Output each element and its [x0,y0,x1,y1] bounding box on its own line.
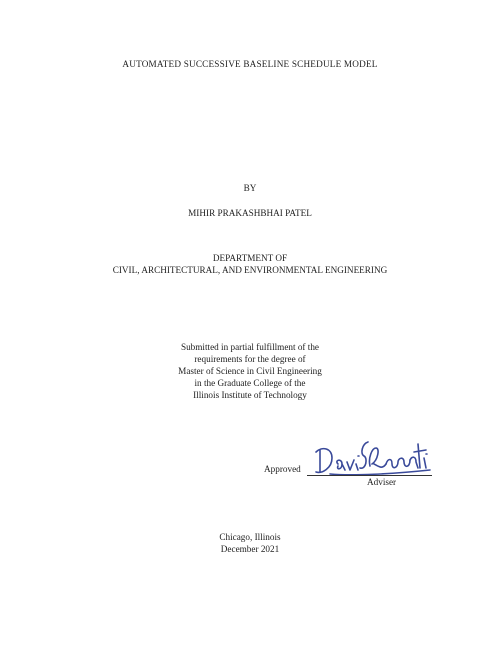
department-line: CIVIL, ARCHITECTURAL, AND ENVIRONMENTAL ENGINEERING [112,265,388,275]
submission-statement [0,341,500,401]
department-block [0,252,500,276]
department-line: DEPARTMENT OF [212,253,288,263]
approval-block [0,430,500,490]
by-label: BY [243,183,257,193]
approved-label: Approved [264,464,301,474]
signature-line [307,475,432,476]
adviser-signature [312,434,434,478]
author-name: MIHIR PRAKASHBHAI PATEL [188,208,312,218]
place-line: Chicago, Illinois [219,532,281,542]
submission-line: in the Graduate College of the [194,378,306,388]
thesis-title: AUTOMATED SUCCESSIVE BASELINE SCHEDULE MODEL [122,59,378,69]
submission-line: Illinois Institute of Technology [193,390,307,400]
submission-line: Master of Science in Civil Engineering [178,366,322,376]
place-and-date [0,531,500,555]
submission-line: Submitted in partial fulfillment of the [180,342,320,352]
submission-line: requirements for the degree of [194,354,306,364]
adviser-label: Adviser [367,477,397,487]
date-line: December 2021 [220,544,280,554]
